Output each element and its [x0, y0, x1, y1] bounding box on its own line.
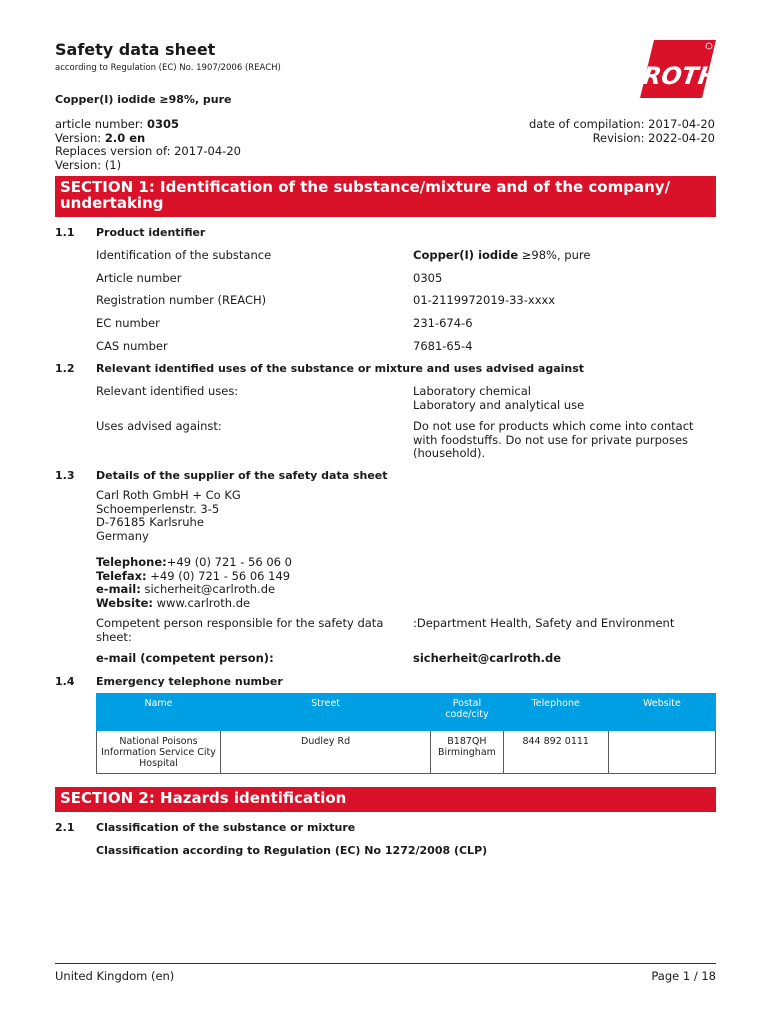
subsection-title: Classification of the substance or mixture — [96, 821, 356, 834]
roth-logo — [640, 40, 716, 98]
field-value: Copper(I) iodide ≥98%, pure — [413, 248, 591, 262]
field-value: sicherheit@carlroth.de — [413, 651, 562, 665]
field-value: 0305 — [413, 271, 443, 285]
svg-text:ROTH: ROTH — [640, 62, 716, 90]
footer-divider — [55, 963, 716, 964]
product-name: Copper(I) iodide ≥98%, pure — [55, 93, 232, 106]
document-meta-right: date of compilation: 2017-04-20 Revision: 2022-04-20 — [528, 117, 715, 145]
subsection-title: Product identifier — [96, 226, 206, 239]
footer-locale: United Kingdom (en) — [55, 969, 175, 983]
table-cell: 844 892 0111 — [503, 731, 608, 774]
field-value: Do not use for products which come into contact with foodstuffs. Do not use for private purposes (household). — [413, 419, 694, 460]
field-label: Uses advised against: — [96, 419, 222, 433]
subsection-number: 1.2 — [55, 362, 75, 375]
field-value: 231-674-6 — [413, 316, 473, 330]
column-header: Postal code/city — [431, 694, 504, 731]
field-label: Identification of the substance — [96, 248, 272, 262]
clp-classification-heading: Classification according to Regulation (EC) No 1272/2008 (CLP) — [96, 844, 488, 857]
column-header: Telephone — [503, 694, 608, 731]
table-row — [97, 731, 716, 774]
field-label: Article number — [96, 271, 182, 285]
supplier-contact: Telephone:+49 (0) 721 - 56 06 0 Telefax: +49 (0) 721 - 56 06 149 e-mail: sicherheit@carlroth.de Website: www.carlroth.de — [96, 555, 292, 610]
column-header: Street — [221, 694, 431, 731]
field-label: Competent person responsible for the safety data sheet: — [96, 616, 384, 644]
subsection-number: 1.4 — [55, 675, 75, 688]
document-meta-left: article number: 0305 Version: 2.0 en Replaces version of: 2017-04-20 Version: (1) — [55, 117, 241, 172]
column-header: Website — [608, 694, 715, 731]
field-label: Registration number (REACH) — [96, 293, 267, 307]
field-label: e-mail (competent person): — [96, 651, 274, 665]
subsection-title: Emergency telephone number — [96, 675, 283, 688]
section-2-heading: SECTION 2: Hazards identification — [55, 787, 716, 812]
table-cell — [608, 731, 715, 774]
supplier-address: Carl Roth GmbH + Co KG Schoemperlenstr. 3-5 D-76185 Karlsruhe Germany — [96, 488, 241, 543]
table-cell: B187QH Birmingham — [431, 731, 504, 774]
field-label: CAS number — [96, 339, 168, 353]
field-value: :Department Health, Safety and Environment — [413, 616, 675, 630]
section-1-heading: SECTION 1: Identification of the substance/mixture and of the company/ undertaking — [55, 176, 716, 217]
table-cell: Dudley Rd — [221, 731, 431, 774]
column-header: Name — [97, 694, 221, 731]
document-title: Safety data sheet — [55, 40, 216, 59]
field-label: Relevant identified uses: — [96, 384, 239, 398]
subsection-number: 1.1 — [55, 226, 75, 239]
subsection-number: 2.1 — [55, 821, 75, 834]
field-value: 7681-65-4 — [413, 339, 473, 353]
field-label: EC number — [96, 316, 160, 330]
table-cell: National Poisons Information Service City Hospital — [97, 731, 221, 774]
table-header-row — [97, 694, 716, 731]
subsection-title: Relevant identified uses of the substance or mixture and uses advised against — [96, 362, 585, 375]
emergency-contacts-table — [96, 693, 716, 774]
field-value: Laboratory chemical Laboratory and analytical use — [413, 384, 585, 412]
subsection-number: 1.3 — [55, 469, 75, 482]
document-subtitle: according to Regulation (EC) No. 1907/2006 (REACH) — [55, 63, 281, 73]
field-value: 01-2119972019-33-xxxx — [413, 293, 556, 307]
subsection-title: Details of the supplier of the safety data sheet — [96, 469, 388, 482]
page-number: Page 1 / 18 — [651, 969, 716, 983]
